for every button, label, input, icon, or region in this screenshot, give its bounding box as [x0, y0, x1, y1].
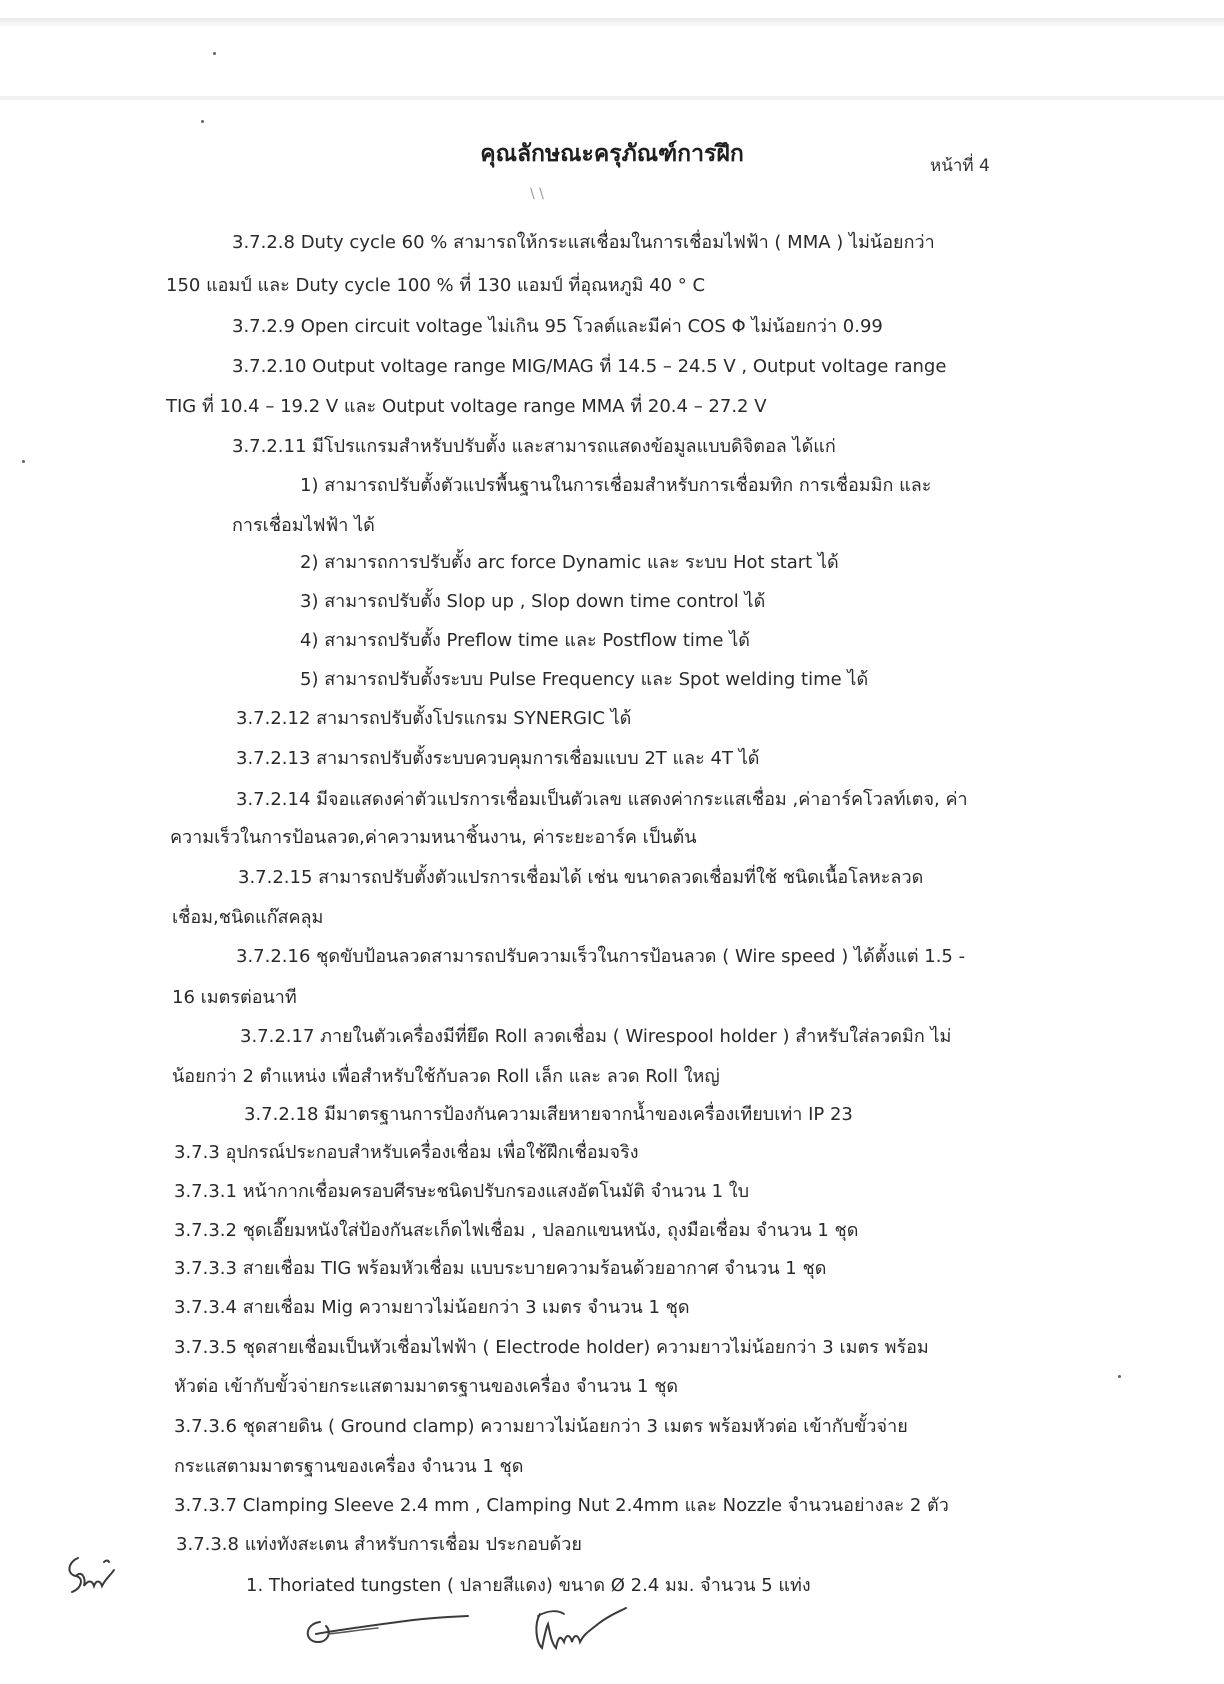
spec-line: 3.7.3.3 สายเชื่อม TIG พร้อมหัวเชื่อม แบบระบายความร้อนด้วยอากาศ จำนวน 1 ชุด — [174, 1258, 827, 1279]
spec-line: 3.7.2.17 ภายในตัวเครื่องมีที่ยึด Roll ลวดเชื่อม ( Wirespool holder ) สำหรับใส่ลวดมิก ไม่ — [240, 1026, 952, 1047]
spec-line: น้อยกว่า 2 ตำแหน่ง เพื่อสำหรับใช้กับลวด Roll เล็ก และ ลวด Roll ใหญ่ — [172, 1066, 720, 1087]
scan-edge-shadow — [0, 18, 1224, 28]
handwritten-initials — [60, 1540, 130, 1610]
scan-band — [0, 96, 1224, 100]
spec-line: 3.7.3 อุปกรณ์ประกอบสำหรับเครื่องเชื่อม เพื่อใช้ฝึกเชื่อมจริง — [174, 1142, 639, 1163]
page-title: คุณลักษณะครุภัณฑ์การฝึก — [480, 141, 744, 167]
spec-line: 3.7.2.18 มีมาตรฐานการป้องกันความเสียหายจากน้ำของเครื่องเทียบเท่า IP 23 — [244, 1104, 853, 1125]
spec-line: 3.7.2.13 สามารถปรับตั้งระบบควบคุมการเชื่อมแบบ 2T และ 4T ได้ — [236, 748, 760, 769]
spec-line: 1) สามารถปรับตั้งตัวแปรพื้นฐานในการเชื่อมสำหรับการเชื่อมทิก การเชื่อมมิก และ — [300, 475, 932, 496]
scan-speck — [1118, 1375, 1121, 1378]
handwritten-signature — [298, 1608, 478, 1658]
spec-line: 4) สามารถปรับตั้ง Preflow time และ Postflow time ได้ — [300, 630, 750, 651]
scan-mark: \ \ — [530, 186, 544, 202]
spec-line: 1. Thoriated tungsten ( ปลายสีแดง) ขนาด Ø 2.4 มม. จำนวน 5 แท่ง — [246, 1575, 811, 1596]
spec-line: 3.7.3.7 Clamping Sleeve 2.4 mm , Clamping Nut 2.4mm และ Nozzle จำนวนอย่างละ 2 ตัว — [174, 1495, 949, 1516]
scan-speck — [201, 120, 204, 123]
spec-line: 3.7.2.14 มีจอแสดงค่าตัวแปรการเชื่อมเป็นตัวเลข แสดงค่ากระแสเชื่อม ,ค่าอาร์คโวลท์เตจ, ค่า — [236, 789, 968, 810]
spec-line: 3.7.2.8 Duty cycle 60 % สามารถให้กระแสเชื่อมในการเชื่อมไฟฟ้า ( MMA ) ไม่น้อยกว่า — [232, 232, 935, 253]
spec-line: เชื่อม,ชนิดแก๊สคลุม — [172, 907, 324, 928]
spec-line: 5) สามารถปรับตั้งระบบ Pulse Frequency และ Spot welding time ได้ — [300, 669, 869, 690]
spec-line: 2) สามารถการปรับตั้ง arc force Dynamic และ ระบบ Hot start ได้ — [300, 552, 839, 573]
spec-line: ความเร็วในการป้อนลวด,ค่าความหนาชิ้นงาน, ค่าระยะอาร์ค เป็นต้น — [170, 827, 697, 848]
spec-line: 3.7.3.8 แท่งทังสะเตน สำหรับการเชื่อม ประกอบด้วย — [176, 1534, 582, 1555]
spec-line: 3) สามารถปรับตั้ง Slop up , Slop down time control ได้ — [300, 591, 766, 612]
spec-line: 3.7.2.12 สามารถปรับตั้งโปรแกรม SYNERGIC ได้ — [236, 708, 632, 729]
spec-line: 3.7.2.16 ชุดขับป้อนลวดสามารถปรับความเร็วในการป้อนลวด ( Wire speed ) ได้ตั้งแต่ 1.5 - — [236, 946, 966, 967]
spec-line: 3.7.3.1 หน้ากากเชื่อมครอบศีรษะชนิดปรับกรองแสงอัตโนมัติ จำนวน 1 ใบ — [174, 1181, 749, 1202]
spec-line: 3.7.2.15 สามารถปรับตั้งตัวแปรการเชื่อมได้ เช่น ขนาดลวดเชื่อมที่ใช้ ชนิดเนื้อโลหะลวด — [238, 867, 924, 888]
spec-line: การเชื่อมไฟฟ้า ได้ — [232, 515, 375, 536]
spec-line: กระแสตามมาตรฐานของเครื่อง จำนวน 1 ชุด — [174, 1456, 524, 1477]
spec-line: 3.7.3.5 ชุดสายเชื่อมเป็นหัวเชื่อมไฟฟ้า ( Electrode holder) ความยาวไม่น้อยกว่า 3 เมตร พร้อม — [174, 1337, 929, 1358]
spec-line: 3.7.2.11 มีโปรแกรมสำหรับปรับตั้ง และสามารถแสดงข้อมูลแบบดิจิตอล ได้แก่ — [232, 436, 836, 457]
scan-speck — [22, 460, 25, 463]
spec-line: 150 แอมป์ และ Duty cycle 100 % ที่ 130 แอมป์ ที่อุณหภูมิ 40 ° C — [166, 275, 706, 296]
spec-line: 3.7.3.4 สายเชื่อม Mig ความยาวไม่น้อยกว่า 3 เมตร จำนวน 1 ชุด — [174, 1297, 690, 1318]
spec-line: TIG ที่ 10.4 – 19.2 V และ Output voltage range MMA ที่ 20.4 – 27.2 V — [166, 396, 767, 417]
scan-speck — [213, 52, 216, 55]
spec-line: 16 เมตรต่อนาที — [172, 987, 297, 1008]
spec-line: 3.7.3.6 ชุดสายดิน ( Ground clamp) ความยาวไม่น้อยกว่า 3 เมตร พร้อมหัวต่อ เข้ากับขั้วจ่าย — [174, 1416, 908, 1437]
spec-line: 3.7.3.2 ชุดเอี๊ยมหนังใส่ป้องกันสะเก็ดไฟเชื่อม , ปลอกแขนหนัง, ถุงมือเชื่อม จำนวน 1 ชุด — [174, 1220, 859, 1241]
spec-line: หัวต่อ เข้ากับขั้วจ่ายกระแสตามมาตรฐานของเครื่อง จำนวน 1 ชุด — [174, 1376, 679, 1397]
spec-line: 3.7.2.9 Open circuit voltage ไม่เกิน 95 โวลต์และมีค่า COS Φ ไม่น้อยกว่า 0.99 — [232, 316, 883, 337]
handwritten-signature — [528, 1594, 638, 1664]
spec-line: 3.7.2.10 Output voltage range MIG/MAG ที่ 14.5 – 24.5 V , Output voltage range — [232, 356, 947, 377]
page-number: หน้าที่ 4 — [930, 156, 990, 176]
